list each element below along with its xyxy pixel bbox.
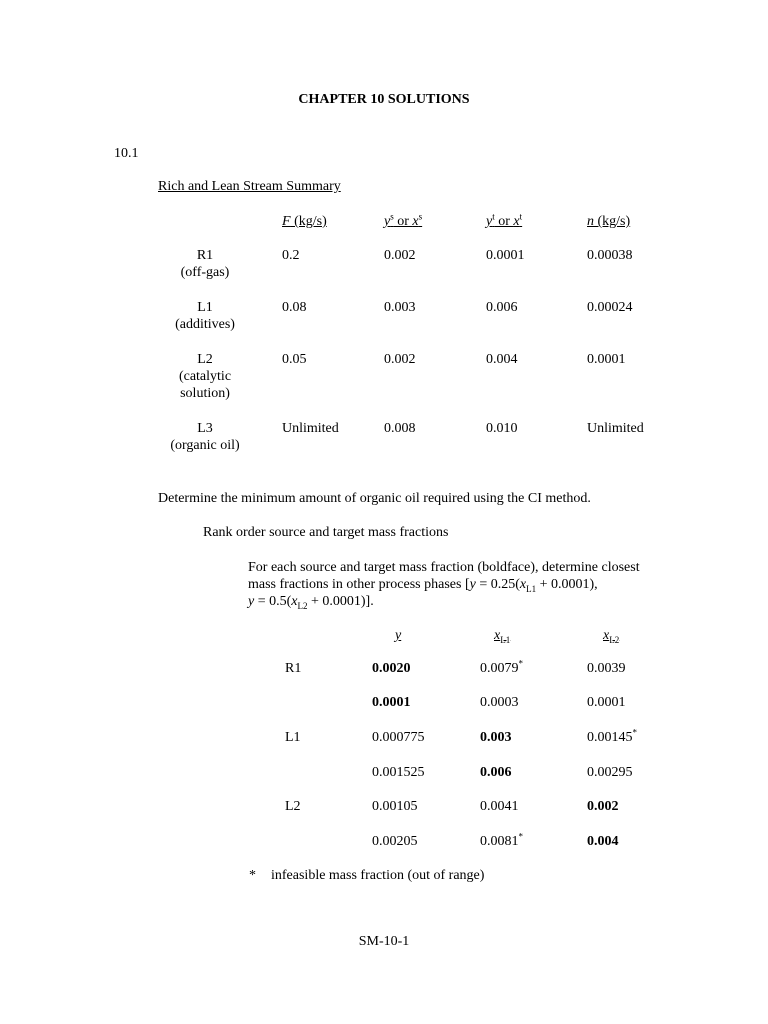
header-xl2: $x_{L2}$: [603, 628, 620, 645]
summary-heading: Rich and Lean Stream Summary: [158, 179, 341, 194]
stream-supply: 0.003: [384, 300, 416, 315]
cell-xl1: 0.0003: [480, 695, 519, 710]
stream-desc: (off-gas): [180, 265, 230, 280]
stream-name: L2: [197, 352, 213, 367]
rank-order-text: Rank order source and target mass fractions: [203, 525, 449, 540]
cell-xl2: 0.0039: [587, 661, 626, 676]
footnote-text: infeasible mass fraction (out of range): [271, 868, 485, 883]
stream-flow: 0.2: [282, 248, 300, 263]
cell-xl1: 0.0041: [480, 799, 519, 814]
stream-supply: 0.002: [384, 248, 416, 263]
cell-xl2: 0.00145*: [587, 727, 637, 745]
header-target: $y^t$ or $x^t$: [486, 211, 523, 229]
stream-target: 0.006: [486, 300, 518, 315]
stream-desc: (catalytic: [178, 369, 232, 384]
stream-flow: Unlimited: [282, 421, 339, 436]
stream-supply: 0.008: [384, 421, 416, 436]
stream-supply: 0.002: [384, 352, 416, 367]
cell-xl2: 0.002: [587, 799, 619, 814]
header-xl1: $x_{L1}$: [494, 628, 511, 645]
footnote-star: *: [249, 868, 256, 883]
cell-xl2: 0.0001: [587, 695, 626, 710]
stream-desc: (organic oil): [170, 438, 240, 453]
cell-y: 0.0020: [372, 661, 411, 676]
stream-load: Unlimited: [587, 421, 644, 436]
para-line-2: mass fractions in other process phases [$y = 0.25(x_{L1} + 0.0001)$,: [248, 577, 598, 594]
cell-y: 0.000775: [372, 730, 425, 745]
stream-target: 0.0001: [486, 248, 525, 263]
cell-xl1: 0.0079*: [480, 658, 523, 676]
cell-y: 0.001525: [372, 765, 425, 780]
header-flow: F (kg/s): [282, 214, 327, 229]
stream-load: 0.00024: [587, 300, 633, 315]
stream-name: L3: [197, 421, 213, 436]
problem-number: 10.1: [114, 146, 139, 161]
cell-xl1: 0.0081*: [480, 831, 523, 849]
stream-load: 0.00038: [587, 248, 633, 263]
stream-target: 0.004: [486, 352, 518, 367]
chapter-title: CHAPTER 10 SOLUTIONS: [298, 92, 470, 107]
stream-name: R1: [196, 248, 214, 263]
cell-xl2: 0.00295: [587, 765, 633, 780]
cell-y: 0.0001: [372, 695, 411, 710]
stream-flow: 0.05: [282, 352, 307, 367]
cell-y: 0.00105: [372, 799, 418, 814]
stream-target: 0.010: [486, 421, 518, 436]
cell-xl2: 0.004: [587, 834, 619, 849]
determine-text: Determine the minimum amount of organic oil required using the CI method.: [158, 491, 591, 506]
row-label: L1: [285, 730, 301, 745]
stream-desc: (additives): [175, 317, 235, 332]
para-line-3: $y = 0.5(x_{L2} + 0.0001)$].: [248, 594, 374, 611]
stream-flow: 0.08: [282, 300, 307, 315]
row-label: R1: [285, 661, 302, 676]
cell-y: 0.00205: [372, 834, 418, 849]
header-load: n (kg/s): [587, 214, 631, 229]
cell-xl1: 0.006: [480, 765, 512, 780]
header-supply: $y^s$ or $x^s$: [384, 211, 423, 229]
page-footer: SM-10-1: [358, 934, 410, 949]
stream-name: L1: [197, 300, 213, 315]
stream-desc: solution): [180, 386, 230, 401]
header-y: y: [395, 628, 402, 643]
para-line-1: For each source and target mass fraction (boldface), determine closest: [248, 560, 640, 575]
cell-xl1: 0.003: [480, 730, 512, 745]
stream-load: 0.0001: [587, 352, 626, 367]
row-label: L2: [285, 799, 301, 814]
